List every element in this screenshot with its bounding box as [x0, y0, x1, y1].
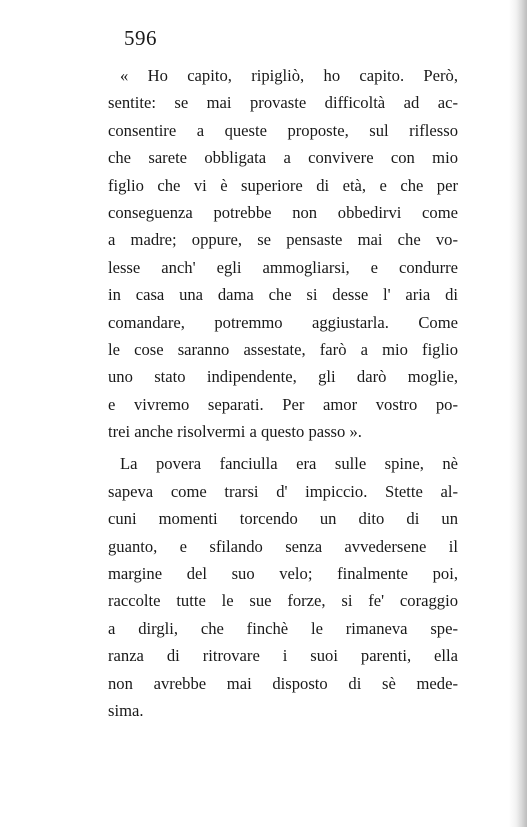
text-line: consentire a queste proposte, sul riflesso: [108, 120, 458, 140]
text-line: che sarete obbligata a convivere con mio: [108, 148, 458, 168]
text-line: raccolte tutte le sue forze, si fe' coraggio: [108, 591, 458, 611]
paragraph-2: [108, 450, 458, 724]
page-edge-shadow: [509, 0, 527, 827]
paragraph-1: [108, 62, 458, 445]
text-line: sima.: [108, 700, 144, 720]
text-line: figlio che vi è superiore di età, e che per: [108, 175, 458, 195]
text-line: cuni momenti torcendo un dito di un: [108, 509, 458, 529]
text-line: trei anche risolvermi a questo passo ».: [108, 422, 362, 442]
text-line: « Ho capito, ripigliò, ho capito. Però,: [120, 66, 458, 85]
page-number: 596: [124, 26, 157, 50]
text-line: comandare, potremmo aggiustarla. Come: [108, 312, 458, 332]
text-line: uno stato indipendente, gli darò moglie,: [108, 367, 458, 387]
text-line: La povera fanciulla era sulle spine, nè: [120, 454, 458, 474]
text-line: in casa una dama che si desse l' aria di: [108, 285, 458, 305]
text-line: non avrebbe mai disposto di sè mede-: [108, 673, 458, 693]
text-line: conseguenza potrebbe non obbedirvi come: [108, 202, 458, 222]
body-text: [108, 62, 458, 724]
text-line: ranza di ritrovare i suoi parenti, ella: [108, 646, 458, 666]
text-line: sentite: se mai provaste difficoltà ad ac-: [108, 93, 458, 113]
text-line: e vivremo separati. Per amor vostro po-: [108, 394, 458, 414]
text-line: lesse anch' egli ammogliarsi, e condurre: [108, 257, 458, 277]
text-line: sapeva come trarsi d' impiccio. Stette al-: [108, 481, 458, 501]
text-line: a madre; oppure, se pensaste mai che vo-: [108, 230, 458, 250]
text-line: guanto, e sfilando senza avvedersene il: [108, 536, 458, 556]
text-line: le cose saranno assestate, farò a mio figlio: [108, 339, 458, 359]
text-line: a dirgli, che finchè le rimaneva spe-: [108, 618, 458, 638]
text-line: margine del suo velo; finalmente poi,: [108, 564, 458, 584]
